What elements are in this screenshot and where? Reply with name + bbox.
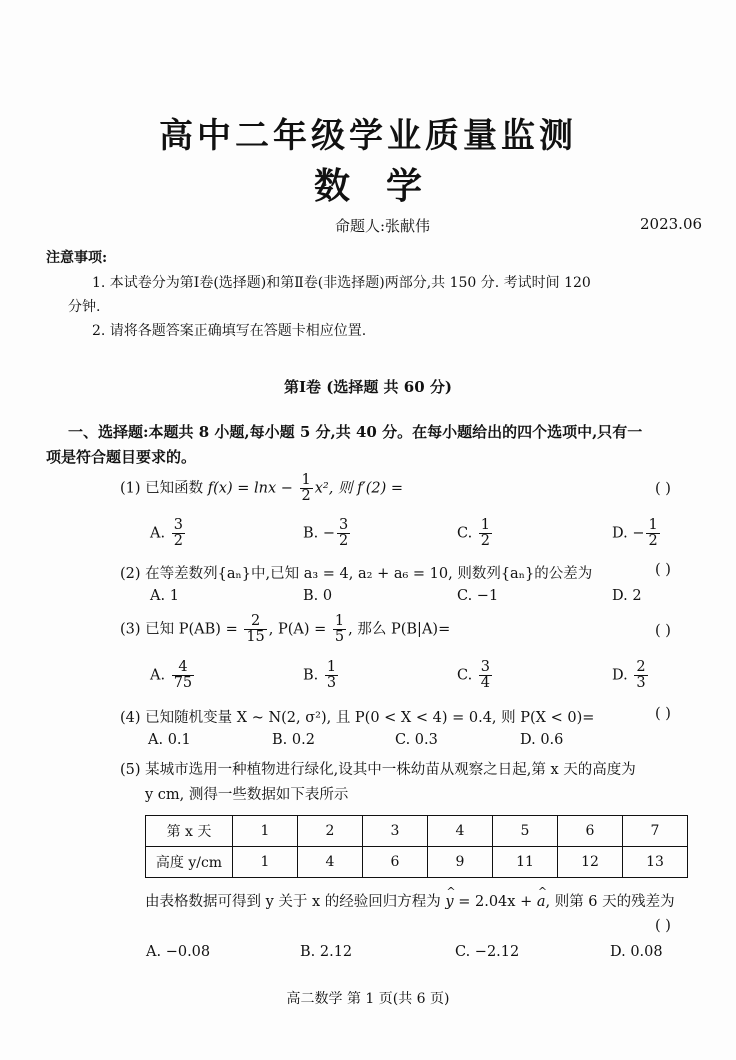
table-cell: 6 [363, 847, 428, 878]
q4-option-d: D. 0.6 [520, 732, 564, 748]
y-hat: ^ y [445, 894, 453, 910]
q2-option-c: C. −1 [457, 588, 499, 604]
q4-answer-paren: ( ) [655, 706, 671, 722]
section-intro-cont: 项是符合题目要求的。 [46, 448, 197, 466]
subject-title: 数学 [313, 165, 458, 207]
question-5-cont: y cm, 测得一些数据如下表所示 [145, 787, 349, 803]
q1-option-b: B. − $\frac{3}{2}$ [303, 517, 349, 550]
author: 命题人:张献伟 [335, 217, 431, 235]
table-cell: 4 [298, 847, 363, 878]
q1-prefix: (1) 已知函数 [120, 480, 204, 497]
table-cell: 1 [233, 847, 298, 878]
q5-option-b: B. 2.12 [300, 944, 353, 960]
q4-option-a: A. 0.1 [148, 732, 191, 748]
exam-title: 高中二年级学业质量监测 [159, 116, 577, 156]
q1-half: $\frac{1}{2}$ [301, 472, 311, 505]
q3-option-d: D. $\frac{2}{3}$ [612, 659, 646, 692]
table-cell: 1 [233, 816, 298, 847]
q2-answer-paren: ( ) [655, 562, 671, 578]
question-1 [120, 473, 403, 504]
q4-option-b: B. 0.2 [272, 732, 315, 748]
table-cell: 2 [298, 816, 363, 847]
q1-function: f(x) = lnx − [207, 480, 298, 497]
q3-option-c: C. $\frac{3}{4}$ [457, 659, 491, 692]
table-row-header: 高度 y/cm [146, 847, 233, 878]
q3-option-a: A. $\frac{4}{75}$ [150, 659, 193, 692]
question-4: (4) 已知随机变量 X ~ N(2, σ²), 且 P(0 < X < 4) = 0.4, 则 P(X < 0)= [120, 710, 595, 726]
q4-option-c: C. 0.3 [395, 732, 438, 748]
q2-option-d: D. 2 [612, 588, 642, 604]
q5-option-c: C. −2.12 [455, 944, 520, 960]
q1-option-a: A. $\frac{3}{2}$ [150, 517, 183, 550]
question-3: (3) 已知 P(AB) = $\frac{2}{15}$ , P(A) = $\frac{1}{5}$ , 那么 P(B|A)= [120, 613, 451, 646]
table-cell: 12 [558, 847, 623, 878]
notice-item-2: 2. 请将各题答案正确填写在答题卡相应位置. [92, 323, 367, 339]
exam-date: 2023.06 [640, 215, 703, 233]
q5-regression-text: 由表格数据可得到 y 关于 x 的经验回归方程为 ^ y = 2.04x + ^ a, 则第 6 天的残差为 [145, 890, 675, 911]
notice-heading: 注意事项: [46, 250, 108, 266]
q5-answer-paren: ( ) [655, 918, 671, 934]
question-2: (2) 在等差数列{aₙ}中,已知 a₃ = 4, a₂ + a₆ = 10, 则数列{aₙ}的公差为 [120, 566, 593, 582]
question-5: (5) 某城市选用一种植物进行绿化,设其中一株幼苗从观察之日起,第 x 天的高度为 [120, 762, 636, 778]
table-cell: 11 [493, 847, 558, 878]
page-footer: 高二数学 第 1 页(共 6 页) [286, 991, 450, 1007]
q2-option-b: B. 0 [303, 588, 333, 604]
table-cell: 3 [363, 816, 428, 847]
table-row [146, 847, 688, 878]
section-intro: 一、选择题:本题共 8 小题,每小题 5 分,共 40 分。在每小题给出的四个选项中,只有一 [68, 423, 643, 441]
q5-option-a: A. −0.08 [146, 944, 211, 960]
table-row [146, 816, 688, 847]
a-hat: ^ a [537, 894, 546, 910]
growth-data-table [145, 815, 688, 878]
table-cell: 9 [428, 847, 493, 878]
table-cell: 7 [623, 816, 688, 847]
q3-option-b: B. $\frac{1}{3}$ [303, 659, 337, 692]
section-title: 第Ⅰ卷 (选择题 共 60 分) [284, 378, 452, 396]
q1-option-d: D. − $\frac{1}{2}$ [612, 517, 658, 550]
q2-option-a: A. 1 [150, 588, 179, 604]
q5-option-d: D. 0.08 [610, 944, 663, 960]
q1-answer-paren: ( ) [655, 481, 671, 497]
table-cell: 5 [493, 816, 558, 847]
notice-item-1: 1. 本试卷分为第Ⅰ卷(选择题)和第Ⅱ卷(非选择题)两部分,共 150 分. 考试时间 120 [92, 275, 591, 291]
table-cell: 6 [558, 816, 623, 847]
q3-answer-paren: ( ) [655, 623, 671, 639]
table-row-header: 第 x 天 [146, 816, 233, 847]
table-cell: 4 [428, 816, 493, 847]
q1-option-c: C. $\frac{1}{2}$ [457, 517, 491, 550]
q1-rest: x², 则 f′(2) = [314, 480, 404, 497]
table-cell: 13 [623, 847, 688, 878]
notice-item-1-cont: 分钟. [68, 299, 101, 315]
